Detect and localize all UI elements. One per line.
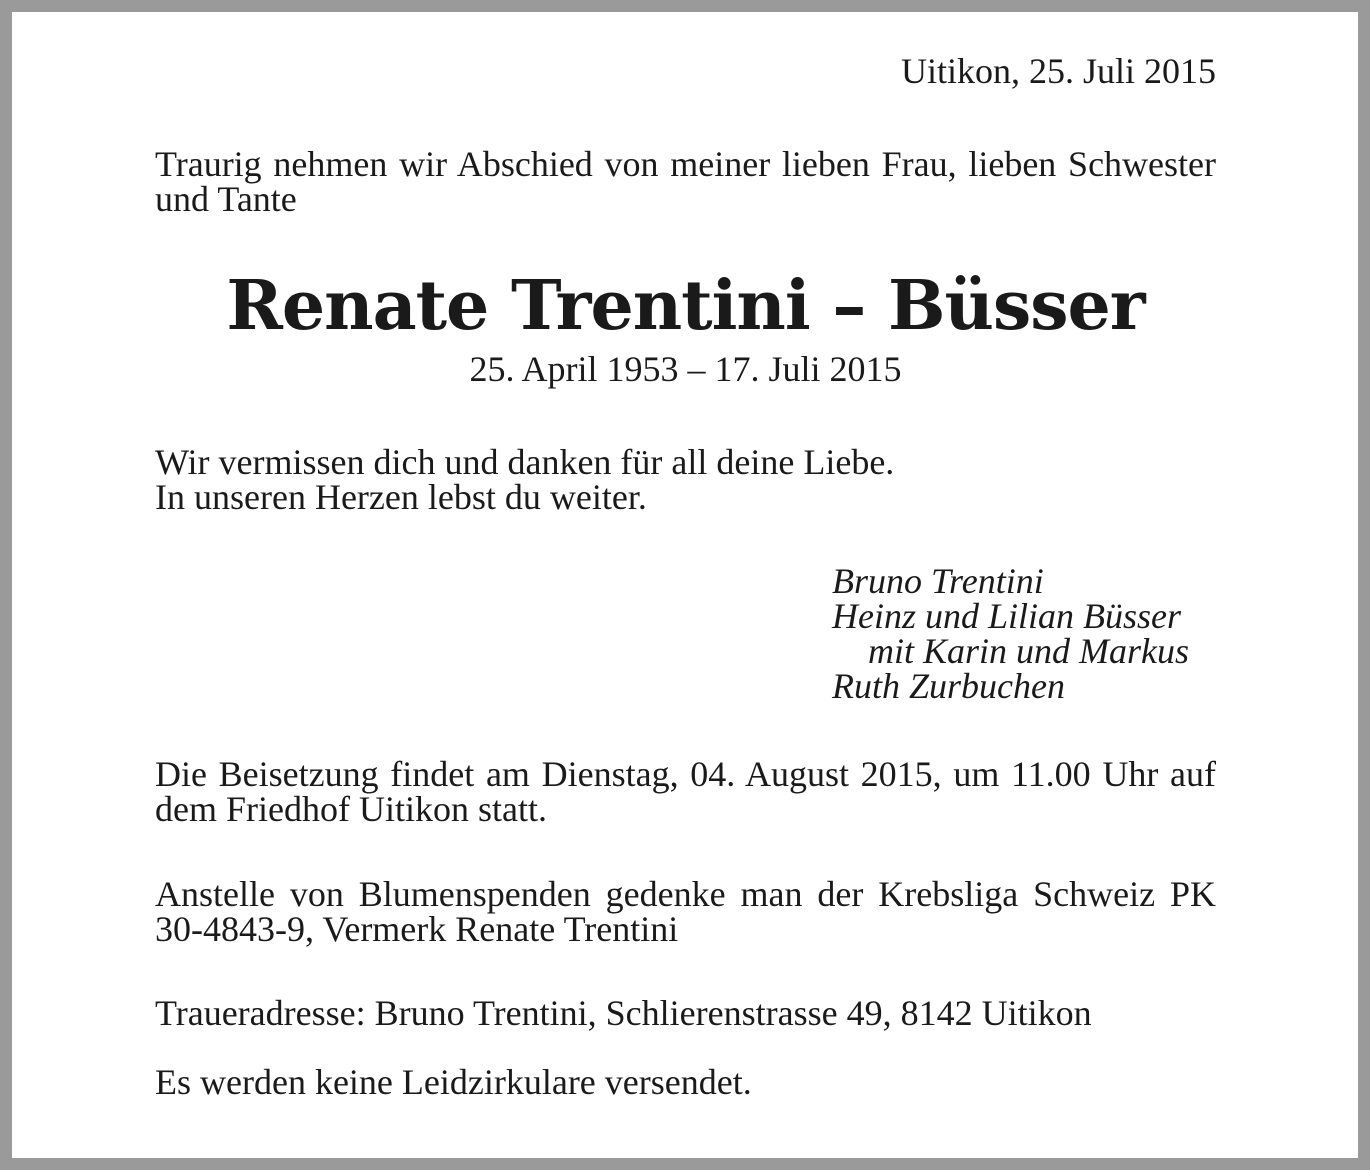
intro-line-1: Traurig nehmen wir Abschied von meiner lieben Frau, lieben: [155, 144, 1057, 184]
intro-line-2: Schwester und Tante: [155, 144, 1217, 219]
mourner-4: Ruth Zurbuchen: [832, 666, 1065, 706]
quote-line-1: Wir vermissen dich und danken für all deine Liebe.: [155, 442, 895, 482]
funeral-line-2: auf dem Friedhof Uitikon statt.: [155, 754, 1216, 829]
mourner-1: Bruno Trentini: [832, 561, 1044, 601]
closing-note: Es werden keine Leidzirkulare versendet.: [155, 1062, 752, 1102]
deceased-name: Renate Trentini – Büsser: [226, 266, 1145, 346]
donation-line-1: Anstelle von Blumenspenden gedenke man der Krebsliga Schweiz: [155, 874, 1156, 914]
donation-line-2: PK 30-4843-9, Vermerk Renate Trentini: [155, 874, 1216, 949]
mourner-2: Heinz und Lilian Büsser: [832, 596, 1182, 636]
quote-line-2: In unseren Herzen lebst du weiter.: [155, 477, 647, 517]
intro-text: [155, 144, 1217, 219]
mourner-3: mit Karin und Markus: [868, 631, 1190, 671]
donation-info: [155, 874, 1216, 949]
memorial-quote: [155, 442, 1216, 517]
funeral-line-1: Die Beisetzung findet am Dienstag, 04. August 2015, um 11.00 Uhr: [155, 754, 1159, 794]
mourning-address: Traueradresse: Bruno Trentini, Schlierenstrasse 49, 8142 Uitikon: [155, 993, 1092, 1033]
lifespan-dates: 25. April 1953 – 17. Juli 2015: [469, 349, 902, 389]
place-date: Uitikon, 25. Juli 2015: [900, 51, 1216, 91]
funeral-info: [155, 754, 1216, 829]
obituary-notice: [12, 12, 1358, 1158]
notice-content: [155, 12, 1216, 1158]
mourners-list: [832, 561, 1222, 706]
